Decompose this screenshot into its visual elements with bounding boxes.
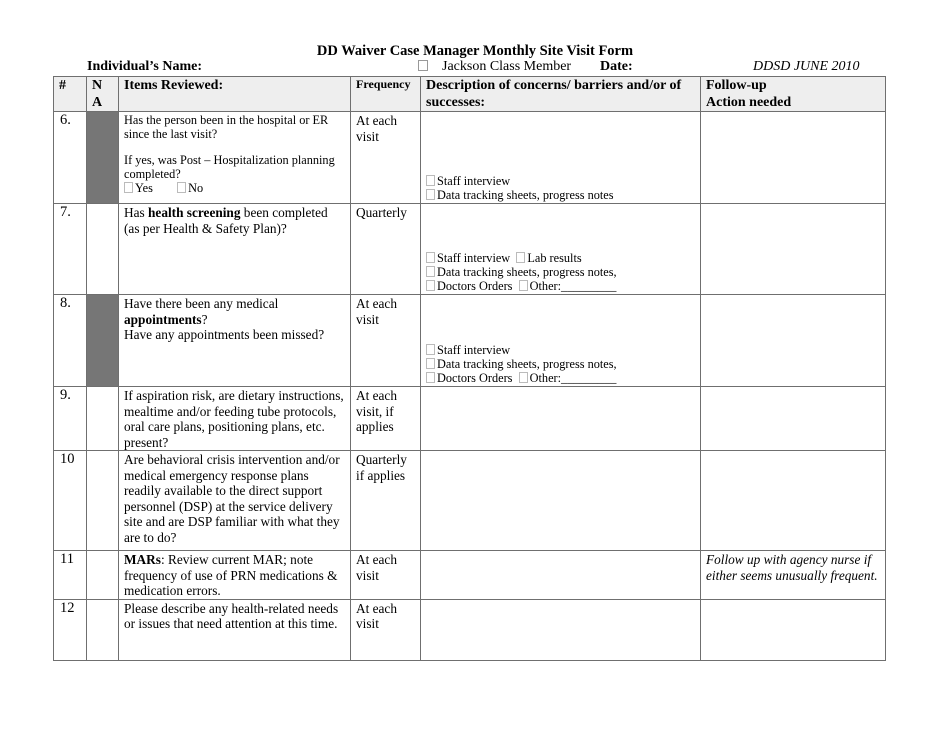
na-line2: A	[92, 95, 103, 110]
evidence-label: Other:_________	[529, 371, 617, 385]
evidence-checkbox[interactable]	[426, 358, 435, 369]
evidence-checkbox[interactable]	[426, 344, 435, 355]
item-cell	[119, 295, 351, 387]
evidence-label: Staff interview	[437, 251, 511, 265]
col-header-items: Items Reviewed:	[119, 77, 351, 112]
frequency-cell: At each visit	[351, 295, 421, 387]
na-cell-shaded	[87, 112, 119, 204]
date-label: Date:	[600, 59, 633, 74]
table-row	[54, 599, 886, 660]
no-label: No	[188, 181, 204, 195]
frequency-cell: At each visit	[351, 599, 421, 660]
description-cell[interactable]	[421, 551, 701, 600]
col-header-number: #	[54, 77, 87, 112]
na-cell-shaded	[87, 295, 119, 387]
col-header-followup	[701, 77, 886, 112]
evidence-label: Data tracking sheets, progress notes,	[437, 265, 617, 279]
followup-cell[interactable]	[701, 295, 886, 387]
evidence-label: Staff interview	[437, 174, 511, 188]
item-cell	[119, 551, 351, 600]
item-cell	[119, 112, 351, 204]
evidence-checkbox[interactable]	[519, 372, 528, 383]
evidence-label: Lab results	[527, 251, 582, 265]
table-row	[54, 451, 886, 551]
item-text: Has	[124, 205, 149, 220]
followup-cell[interactable]	[701, 204, 886, 295]
frequency-cell: At each visit	[351, 551, 421, 600]
col-header-description: Description of concerns/ barriers and/or of successes:	[421, 77, 701, 112]
followup-cell[interactable]	[701, 451, 886, 551]
evidence-checkbox[interactable]	[516, 252, 525, 263]
frequency-cell: At each visit, if applies	[351, 387, 421, 451]
table-row	[54, 295, 886, 387]
col-header-na	[87, 77, 119, 112]
evidence-option	[426, 357, 695, 371]
evidence-option	[426, 174, 695, 188]
row-number: 10	[54, 451, 87, 551]
evidence-checkbox[interactable]	[426, 189, 435, 200]
item-cell: If aspiration risk, are dietary instructions, mealtime and/or feeding tube protocols, oral care plans, positioning plans, etc. present?	[119, 387, 351, 451]
evidence-option	[426, 188, 695, 202]
item-cell: Are behavioral crisis intervention and/or medical emergency response plans readily available to the direct support personnel (DSP) at the service delivery site and are DSP familiar with what they are to do?	[119, 451, 351, 551]
item-text: ?	[201, 311, 208, 327]
row-number: 11	[54, 551, 87, 600]
evidence-label: Doctors Orders	[437, 279, 513, 293]
frequency-cell: At each visit	[351, 112, 421, 204]
col-header-frequency: Frequency	[351, 77, 421, 112]
frequency-cell: Quarterly	[351, 204, 421, 295]
na-cell[interactable]	[87, 451, 119, 551]
site-visit-table	[53, 76, 886, 661]
table-header-row	[54, 77, 886, 112]
followup-cell[interactable]	[701, 599, 886, 660]
row-number: 7.	[54, 204, 87, 295]
table-row	[54, 551, 886, 600]
item-text: Have there been any medical	[124, 296, 279, 311]
yes-no-options	[124, 181, 345, 195]
evidence-label: Doctors Orders	[437, 371, 513, 385]
item-followup-question: If yes, was Post – Hospitalization planning completed?	[124, 153, 335, 181]
evidence-option	[426, 279, 695, 293]
jackson-class-member	[418, 59, 571, 75]
description-cell[interactable]	[421, 204, 701, 295]
item-text: : Review current MAR; note frequency of use of PRN medications & medication errors.	[124, 552, 338, 598]
item-bold-term: appointments	[124, 311, 202, 327]
item-text	[124, 312, 345, 328]
evidence-checkbox[interactable]	[519, 280, 528, 291]
na-cell[interactable]	[87, 551, 119, 600]
item-text: Have any appointments been missed?	[124, 327, 325, 342]
evidence-option	[426, 265, 695, 279]
evidence-option	[426, 251, 695, 265]
item-cell	[119, 204, 351, 295]
na-line1: N	[92, 78, 103, 93]
evidence-checkbox[interactable]	[426, 175, 435, 186]
description-cell[interactable]	[421, 599, 701, 660]
description-cell[interactable]	[421, 451, 701, 551]
row-number: 8.	[54, 295, 87, 387]
row-number: 9.	[54, 387, 87, 451]
frequency-cell: Quarterly if applies	[351, 451, 421, 551]
item-bold-term: health screening	[148, 205, 241, 220]
jackson-label: Jackson Class Member	[442, 59, 572, 74]
followup-cell[interactable]	[701, 112, 886, 204]
evidence-label: Staff interview	[437, 343, 511, 357]
form-title: DD Waiver Case Manager Monthly Site Visit Form	[316, 43, 634, 59]
jackson-checkbox[interactable]	[418, 60, 428, 71]
no-checkbox[interactable]	[177, 182, 186, 193]
description-cell[interactable]	[421, 112, 701, 204]
table-row	[54, 112, 886, 204]
description-cell[interactable]	[421, 387, 701, 451]
evidence-label: Data tracking sheets, progress notes,	[437, 357, 617, 371]
evidence-label: Other:_________	[529, 279, 617, 293]
document-reference: DDSD JUNE 2010	[753, 59, 860, 74]
na-cell[interactable]	[87, 599, 119, 660]
item-cell: Please describe any health-related needs or issues that need attention at this time.	[119, 599, 351, 660]
evidence-checkbox[interactable]	[426, 372, 435, 383]
item-bold-term: MARs	[124, 552, 161, 567]
na-cell[interactable]	[87, 204, 119, 295]
evidence-checkbox[interactable]	[426, 252, 435, 263]
individual-name-label: Individual’s Name:	[87, 59, 203, 74]
evidence-checkbox[interactable]	[426, 266, 435, 277]
followup-line1: Follow-up	[706, 78, 767, 93]
yes-checkbox[interactable]	[124, 182, 133, 193]
evidence-label: Data tracking sheets, progress notes	[437, 188, 614, 202]
yes-label: Yes	[135, 181, 153, 195]
row-number: 12	[54, 599, 87, 660]
evidence-option	[426, 371, 695, 385]
table-row	[54, 387, 886, 451]
followup-cell[interactable]: Follow up with agency nurse if either seems unusually frequent.	[701, 551, 886, 600]
description-cell[interactable]	[421, 295, 701, 387]
evidence-option	[426, 343, 695, 357]
item-text: been completed (as per Health & Safety Plan)?	[124, 205, 328, 236]
table-row	[54, 204, 886, 295]
item-question: Has the person been in the hospital or ER since the last visit?	[124, 113, 329, 141]
na-cell[interactable]	[87, 387, 119, 451]
followup-line2: Action needed	[706, 95, 792, 110]
followup-cell[interactable]	[701, 387, 886, 451]
evidence-checkbox[interactable]	[426, 280, 435, 291]
row-number: 6.	[54, 112, 87, 204]
